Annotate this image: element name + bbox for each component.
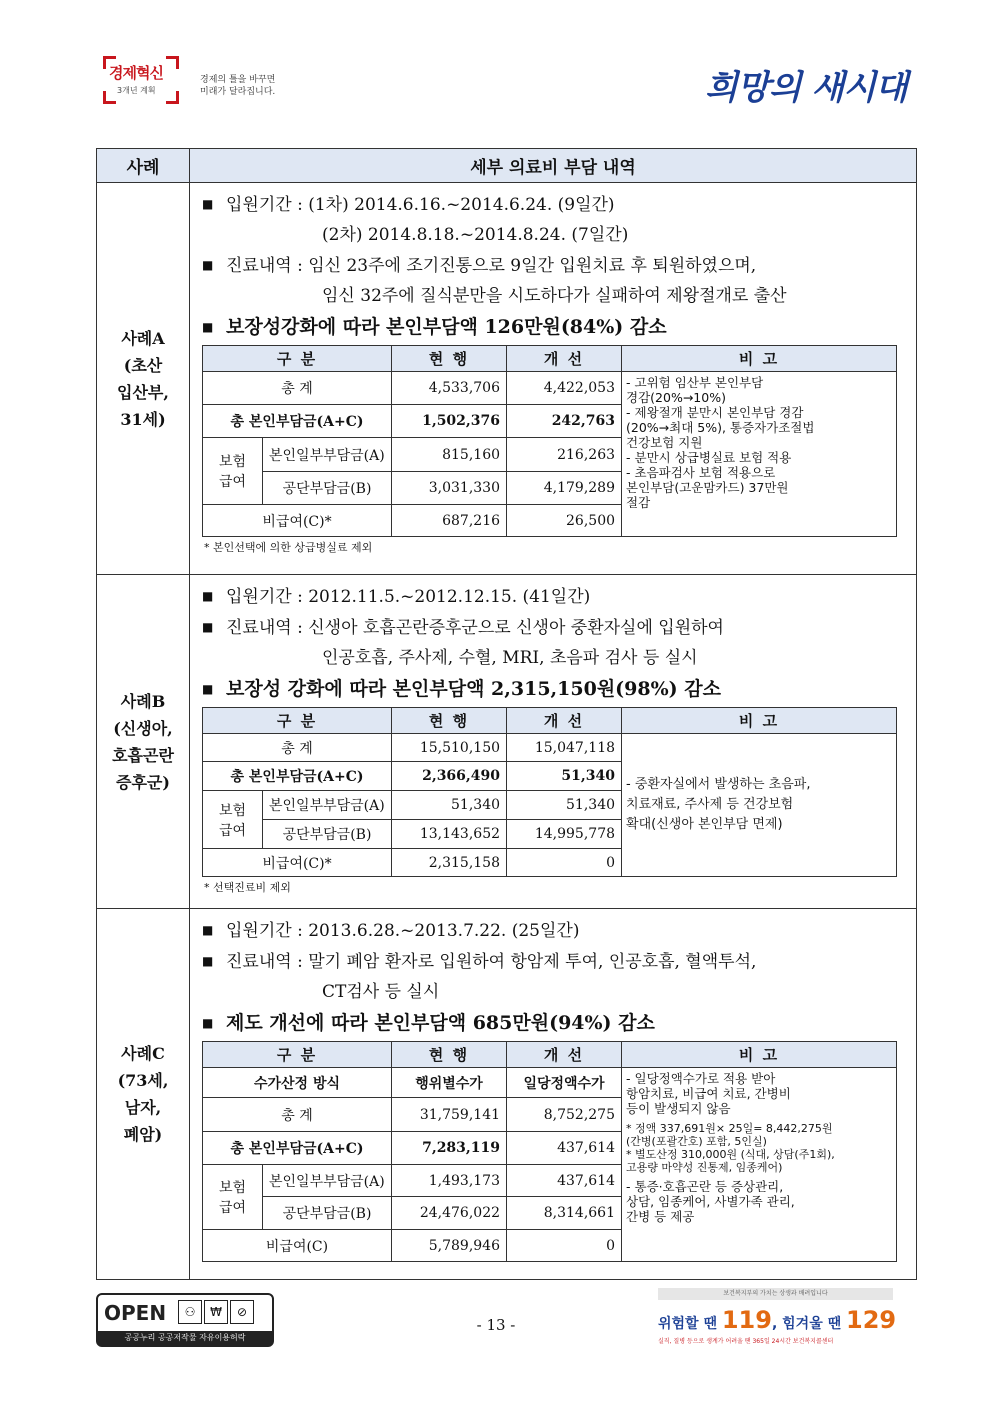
case-a-cost-table: 구 분 현 행 개 선 비 고 총 계 4,533,706 4,422,053 - 고위험 임산부 본인부담 경감(20%→10%) - 제왕절개 분만시 본인부담 경감 (20%→최대 5%), 통증자가조절법 건강보험 지원 - 분만시 상급병실료 보험 적용 - 초음파검사 보험 적용으로 본인부담(고운맘카드) 37만원 절감 총 본인부담금(A+C) 1,502,376 242,763 보험 급여 본인일부부담금(A) 815,160 216,263 공단부담금(B) 3,031,330 4,179,289 비급여(C)* 687,216 26,500 (202, 345, 897, 537)
header-case: 사례 (97, 149, 190, 183)
page-number: - 13 - (476, 1316, 516, 1334)
brand-logo: 희망의 새시대 (705, 68, 907, 108)
kogl-license-badge: OPEN ⚇ ₩ ⊘ 공공누리 공공저작물 자유이용허락 (96, 1293, 274, 1347)
case-a-note: * 본인선택에 의한 상급병실료 제외 (204, 541, 373, 554)
no-derivatives-icon: ⊘ (230, 1300, 254, 1324)
case-b-note: * 선택진료비 제외 (204, 881, 291, 894)
case-b-remarks: - 중환자실에서 발생하는 초음파, 치료재료, 주사제 등 건강보험 확대(신생아 본인부담 면제) (622, 734, 897, 877)
logo-subtitle: 3개년 계획 (117, 86, 156, 95)
header-detail: 세부 의료비 부담 내역 (190, 149, 917, 183)
attribution-icon: ⚇ (178, 1300, 202, 1324)
no-commercial-icon: ₩ (204, 1300, 228, 1324)
case-a-label: 사례A (초산 입산부, 31세) (97, 183, 190, 575)
case-b-cost-table: 구 분 현 행 개 선 비 고 총 계 15,510,150 15,047,118 - 중환자실에서 발생하는 초음파, 치료재료, 주사제 등 건강보험 확대(신생아 본인부담 면제) 총 본인부담금(A+C) 2,366,490 51,340 보험 급여 본인일부부담금(A) 51,340 51,340 공단부담금(B) 13,143,652 14,995,778 비급여(C)* 2,315,158 0 (202, 707, 897, 877)
case-a-content: ■ 입원기간 : (1차) 2014.6.16.~2014.6.24. (9일간) (2차) 2014.8.18.~2014.8.24. (7일간) ■ 진료내역 : 임신 23주에 조기진통으로 9일간 입원치료 후 퇴원하였으며, 임신 32주에 질식분만을 시도하다가 실패하여 제왕절개로 출산 ■ 보장성강화에 따라 본인부담액 126만원(84%) 감소 구 분 현 행 개 선 비 고 총 계 4,533,706 4,422,053 - 고위험 임산부 본인부담 경감(20%→10%) - 제왕절개 분만시 본인부담 경감 (20%→최대 5%), 통증자가조절법 건강보험 지원 - 분만시 상급병실료 보험 적용 - 초음파검사 보험 적용으로 본인부담(고운맘카드) 37만원 절감 총 본인부담금(A+C) 1,502,376 242,763 보험 급여 본인일부부담금(A) 815,160 216,263 공단부담금(B) 3,031,330 4,179,289 비급여(C)* 687,216 26,500 * 본인선택에 의한 상급병실료 제외 (190, 183, 917, 575)
case-c-summary: 제도 개선에 따라 본인부담액 685만원(94%) 감소 (226, 1012, 655, 1034)
case-b-summary: 보장성 강화에 따라 본인부담액 2,315,150원(98%) 감소 (226, 678, 721, 700)
gov-logo (103, 56, 179, 104)
case-c-label: 사례C (73세, 남자, 폐암) (97, 909, 190, 1280)
case-a-summary: 보장성강화에 따라 본인부담액 126만원(84%) 감소 (226, 316, 667, 338)
logo-title: 경제혁신 (109, 64, 163, 82)
case-b-content: ■ 입원기간 : 2012.11.5.~2012.12.15. (41일간) ■ 진료내역 : 신생아 호흡곤란증후군으로 신생아 중환자실에 입원하여 인공호흡, 주사제, 수혈, MRI, 초음파 검사 등 실시 ■ 보장성 강화에 따라 본인부담액 2,315,150원(98%) 감소 구 분 현 행 개 선 비 고 총 계 15,510,150 15,047,118 - 중환자실에서 발생하는 초음파, 치료재료, 주사제 등 건강보험 확대(신생아 본인부담 면제) 총 본인부담금(A+C) 2,366,490 51,340 보험 급여 본인일부부담금(A) 51,340 51,340 공단부담금(B) 13,143,652 14,995,778 비급여(C)* 2,315,158 0 * 선택진료비 제외 (190, 575, 917, 909)
hotline-banner: 보건복지부의 가치는 상생과 배려입니다 위험할 땐 119, 힘겨울 땐 129 실직, 질병 등으로 생계가 어려울 땐 365일 24시간 보건복지콜센터 (658, 1290, 897, 1345)
case-c-remarks: - 일당정액수가로 적용 받아 항암치료, 비급여 치료, 간병비 등이 발생되지 않음 * 정액 337,691원× 25일= 8,442,275원 (간병(포괄간호) 포함, 5인실) * 별도산정 310,000원 (식대, 상담(주1회), 고용량 마약성 진통제, 임종케어) - 통증·호흡곤란 등 증상관리, 상담, 임종케어, 사별가족 관리, 간병 등 제공 (622, 1068, 897, 1262)
slogan: 경제의 틀을 바꾸면 미래가 달라집니다. (200, 75, 276, 97)
case-c-cost-table: 구 분 현 행 개 선 비 고 수가산정 방식 행위별수가 일당정액수가 - 일당정액수가로 적용 받아 항암치료, 비급여 치료, 간병비 등이 발생되지 않음 * 정액 337,691원× 25일= 8,442,275원 (간병(포괄간호) 포함, 5인실) * 별도산정 310,000원 (식대, 상담(주1회), 고용량 마약성 진통제, 임종케어) - 통증·호흡곤란 등 증상관리, 상담, 임종케어, 사별가족 관리, 간병 등 제공 총 계 31,759,141 8,752,275 총 본인부담금(A+C) 7,283,119 437,614 보험 급여 본인일부부담금(A) 1,493,173 437,614 공단부담금(B) 24,476,022 8,314,661 비급여(C) 5,789,946 0 (202, 1041, 897, 1262)
case-c-content: ■ 입원기간 : 2013.6.28.~2013.7.22. (25일간) ■ 진료내역 : 말기 폐암 환자로 입원하여 항암제 투여, 인공호흡, 혈액투석, CT검사 등 실시 ■ 제도 개선에 따라 본인부담액 685만원(94%) 감소 구 분 현 행 개 선 비 고 수가산정 방식 행위별수가 일당정액수가 - 일당정액수가로 적용 받아 항암치료, 비급여 치료, 간병비 등이 발생되지 않음 * 정액 337,691원× 25일= 8,442,275원 (간병(포괄간호) 포함, 5인실) * 별도산정 310,000원 (식대, 상담(주1회), 고용량 마약성 진통제, 임종케어) - 통증·호흡곤란 등 증상관리, 상담, 임종케어, 사별가족 관리, 간병 등 제공 총 계 31,759,141 8,752,275 총 본인부담금(A+C) 7,283,119 437,614 보험 급여 본인일부부담금(A) 1,493,173 437,614 공단부담금(B) 24,476,022 8,314,661 비급여(C) 5,789,946 0 (190, 909, 917, 1280)
case-a-remarks: - 고위험 임산부 본인부담 경감(20%→10%) - 제왕절개 분만시 본인부담 경감 (20%→최대 5%), 통증자가조절법 건강보험 지원 - 분만시 상급병실료 보험 적용 - 초음파검사 보험 적용으로 본인부담(고운맘카드) 37만원 절감 (622, 372, 897, 537)
case-table (96, 148, 917, 1280)
case-b-label: 사례B (신생아, 호흡곤란 증후군) (97, 575, 190, 909)
